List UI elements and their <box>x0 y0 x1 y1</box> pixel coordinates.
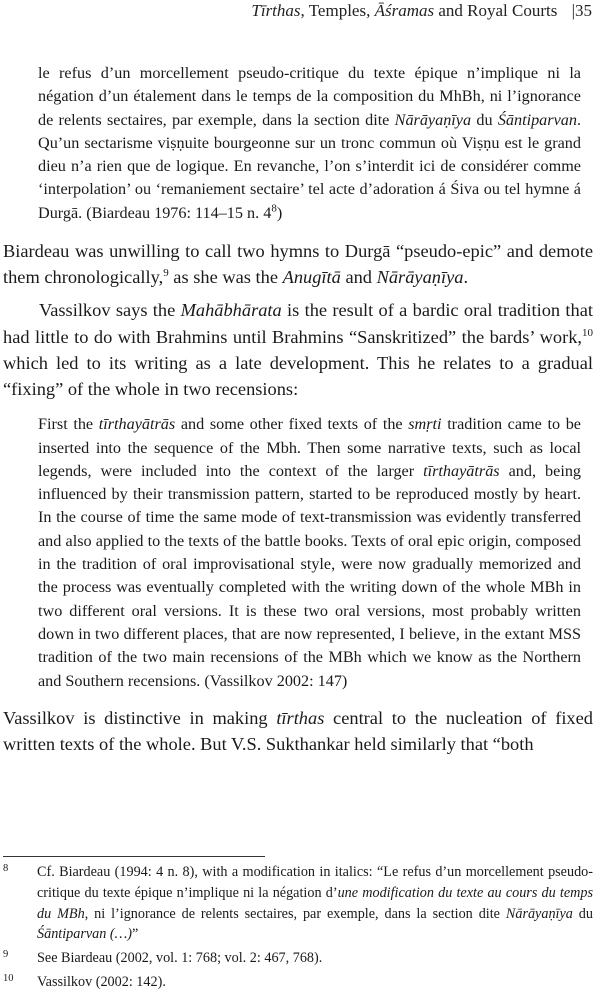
quote-paragraph: First the tīrthayātrās and some other fixed texts of the smṛti tradition came to be inserted into the sequence of the Mbh. Then some narrative texts, such as local legends, were included into the context of the larger tīrthayātrās and, being influenced by their transmission pattern, started to be reproduced mostly by heart. In the course of time the same mode of text-transmission was evidently transferred and also applied to the texts of the battle books. Texts of oral epic origin, composed in the tradition of oral improvisational style, were now gradually memorized and the process was eventually completed with the writing down of the whole MBh in two different oral versions. It is these two oral versions, most probably written down in two different places, that are now represented, I believe, in the extant MSS tradition of the two main recensions of the MBh which we know as the Northern and Southern recensions. (Vassilkov 2002: 147) <box>38 415 582 690</box>
page-content <box>3 62 593 757</box>
body-paragraph-biardeau: Biardeau was unwilling to call two hymns to Durgā “pseudo-epic” and demote them chronologically,$^9$ as she was the Anugītā and Nārāyaṇīya. <box>3 241 593 288</box>
footnote-number: 8 <box>3 863 9 874</box>
running-header <box>251 0 592 26</box>
quote-paragraph: le refus d’un morcellement pseudo-critique du texte épique n’implique ni la négation d’un étalement dans le temps de la composition du MhBh, ni l’ignorance de relents sectaires, par exemple, dans la section dite Nārāyaṇīya du Śāntiparvan. Qu’un sectarisme viṣṇuite bourgeonne sur un tronc commun où Viṣṇu est le grand dieu n’a rien que de logique. En revanche, l’on s’interdit ici de considérer comme ‘interpolation’ ou ‘remaniement sectaire’ tel acte d’adoration á Śiva ou tel hymne á Durgā. (Biardeau 1976: 114–15 n. 4$^8$) <box>38 64 581 222</box>
body-paragraph-vassilkov: Vassilkov says the Mahābhārata is the result of a bardic oral tradition that had little to do with Brahmins until Brahmins “Sanskritized” the bards’ work,$^{10}$ which led to its writing as a late development. This he relates to a gradual “fixing” of the whole in two recensions: <box>3 300 593 400</box>
footnote-10: 10 Vassilkov (2002: 142). <box>3 972 593 993</box>
body-paragraph-tirthas: Vassilkov is distinctive in making tīrthas central to the nucleation of fixed written texts of the whole. But V.S. Sukthankar held similarly that “both <box>3 707 593 755</box>
footnote-divider <box>3 856 265 857</box>
footnotes <box>3 862 593 993</box>
footnote-9: 9 See Biardeau (2002, vol. 1: 768; vol. 2: 467, 768). <box>3 948 593 969</box>
superscript: 8 <box>271 202 277 215</box>
page-number: 35 <box>575 1 592 20</box>
block-quote-vassilkov <box>38 413 581 693</box>
block-quote-french <box>38 62 581 225</box>
header-title: Tīrthas, Temples, Āśramas and Royal Courts <box>251 1 558 20</box>
header-separator: | <box>571 1 575 20</box>
footnote-number: 9 <box>3 949 9 961</box>
footnote-ref-10[interactable]: 10 <box>582 326 593 339</box>
footnote-number: 10 <box>3 972 14 984</box>
footnote-ref-9[interactable]: 9 <box>163 267 169 280</box>
footnote-8: 8 Cf. Biardeau (1994: 4 n. 8), with a modification in italics: “Le refus d’un morcellement pseudo-critique du texte épique n’implique ni la négation d’une modification du texte au cours du temps du MBh, ni l’ignorance de relents sectaires, par exemple, dans la section dite Nārāyaṇīya du Śāntiparvan (…)” <box>3 862 593 945</box>
